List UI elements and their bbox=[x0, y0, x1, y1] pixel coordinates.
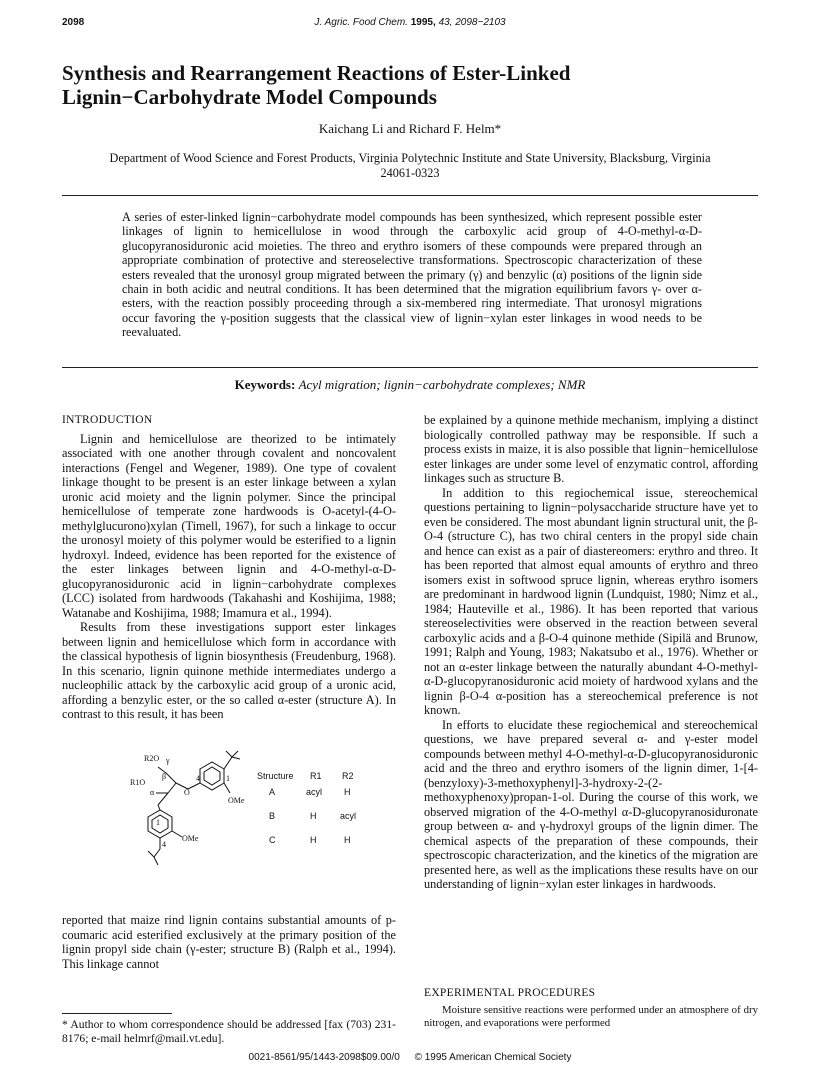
left-column-bottom bbox=[62, 913, 396, 971]
table-cell: acyl bbox=[340, 811, 357, 821]
journal-citation bbox=[62, 17, 758, 28]
divider-bottom bbox=[62, 367, 758, 368]
page-number: 2098 bbox=[62, 17, 85, 28]
intro-paragraph-1: Lignin and hemicellulose are theorized to be intimately associated with one another through covalent and noncovalent interactions (Fengel and Wegener, 1989). One type of covalent linkage thought to be present is an ester linkage between a xylan uronic acid moiety and the lignin polymer. Since the principal hemicellulose of temperate zone hardwoods is O-acetyl-(4-O-methylglucurono)xylan (Timell, 1967), for such a linkage to occur the uronosyl moiety of this polymer would be esterified to a lignin hydroxyl. Indeed, evidence has been reported for the existence of the ester linkages between lignin and 4-O-methyl-α-D-glucopyranosiduronic acid in lignin−carbohydrate complexes (LCC) isolated from hardwoods (Takahashi and Koshijima, 1988; Watanabe and Koshijima, 1988; Imamura et al., 1994). bbox=[62, 431, 396, 620]
label-r2o: R2O bbox=[144, 754, 160, 763]
label-alpha: α bbox=[150, 788, 155, 797]
keywords-text: Acyl migration; lignin−carbohydrate complexes; NMR bbox=[298, 377, 586, 392]
label-o-ether: O bbox=[184, 788, 190, 797]
table-cell: H bbox=[344, 787, 351, 797]
footnote-rule bbox=[62, 1013, 172, 1014]
label-gamma: γ bbox=[166, 756, 170, 765]
label-ome-top: OMe bbox=[228, 796, 245, 805]
experimental-section bbox=[424, 987, 758, 1030]
experimental-paragraph-1: Moisture sensitive reactions were performed under an atmosphere of dry nitrogen, and evaporations were performed bbox=[424, 1004, 758, 1029]
section-heading-introduction: INTRODUCTION bbox=[62, 414, 153, 426]
running-header bbox=[62, 17, 758, 33]
table-cell: A bbox=[269, 787, 276, 797]
table-cell: H bbox=[310, 835, 317, 845]
keywords bbox=[0, 377, 820, 393]
intro-paragraph-r2: In addition to this regiochemical issue, stereochemical questions pertaining to lignin−polysaccharide structure have yet to even be considered. The most abundant lignin structural unit, the β-O-4 (structure C), has two chiral centers in the propyl side chain and hence can exist as a pair of diastereomers: erythro and threo. It has been reported that almost equal amounts of erythro and threo isomers exist in softwood spruce lignin, whereas erythro isomers are predominant in hardwood lignin (Lundquist, 1980; Nimz et al., 1984; Hauteville et al., 1986). It has been reported that various stereoselectivities were observed in the reaction between several carboxylic acids and a β-O-4 quinone methide (Sipilä and Brunow, 1991; Ralph and Young, 1983; Nakatsubo et al., 1976). Whether or not an α-ester linkage between the naturally abundant 4-O-methyl-α-D-glucopyranosiduronic acid moiety of hardwood xylans and the lignin β-O-4 α-position has a stereochemical preference is not known. bbox=[424, 485, 758, 717]
authors: Kaichang Li and Richard F. Helm* bbox=[318, 121, 502, 136]
intro-paragraph-2: Results from these investigations support ester linkages between lignin and hemicellulose which form in accordance with the classical hypothesis of lignin biosynthesis (Freudenburg, 1968). In this scenario, lignin quinone methide intermediates undergo a nucleophilic attack by the carboxylic acid group of a uronic acid, affording a benzylic ester, or the so called α-ester (structure A). In contrast to this result, it has been bbox=[62, 620, 396, 721]
table-cell: C bbox=[269, 835, 276, 845]
table-cell: H bbox=[310, 811, 317, 821]
table-cell: H bbox=[344, 835, 351, 845]
intro-paragraph-r1: be explained by a quinone methide mechanism, implying a distinct biologically controlled pathway may be responsible. If such a process exists in maize, it is also possible that lignin−hemicellulose ester linkages are under some level of enzymatic control, affording linkages such as structure B. bbox=[424, 413, 758, 485]
left-column-top bbox=[62, 413, 396, 722]
section-heading-experimental: EXPERIMENTAL PROCEDURES bbox=[424, 987, 596, 999]
article-title: Synthesis and Rearrangement Reactions of Ester-Linked Lignin−Carbohydrate Model Compounds bbox=[62, 61, 571, 109]
issn-code: 0021-8561/95/1443-2098$09.00/0 bbox=[248, 1052, 400, 1063]
chemical-structure-figure bbox=[120, 745, 380, 900]
table-header-r2: R2 bbox=[342, 771, 354, 781]
table-cell: acyl bbox=[306, 787, 323, 797]
right-column bbox=[424, 413, 758, 892]
journal-name: J. Agric. Food Chem. bbox=[314, 17, 408, 28]
label-beta: β bbox=[162, 772, 167, 781]
label-four-bottom: 4 bbox=[162, 840, 166, 849]
journal-vol-pages: 43, 2098−2103 bbox=[438, 17, 506, 28]
abstract: A series of ester-linked lignin−carbohydrate model compounds has been synthesized, which represent possible ester linkages of lignin to hemicellulose in wood through the carboxylic acid group of 4-O-methyl-α-D-glucopyranosiduronic acid moieties. The threo and erythro isomers of these compounds were prepared through an appropriate combination of protective and stereoselective transformations. Spectroscopic characterization of these esters revealed that the uronosyl group migrated between the primary (γ) and benzylic (α) positions of the lignin side chain in both acidic and neutral conditions. It has been determined that the migration equilibrium favors γ- over α-esters, with the reaction possibly proceeding through a six-membered ring intermediate. That uronosyl migrations occur favoring the γ-position suggests that the classical view of lignin−xylan ester linkages in wood needs to be reevaluated. bbox=[122, 210, 702, 340]
keywords-label: Keywords: bbox=[234, 377, 296, 392]
table-header-structure: Structure bbox=[257, 771, 294, 781]
journal-year: 1995, bbox=[410, 17, 436, 28]
bottom-line bbox=[0, 1052, 820, 1063]
affiliation: Department of Wood Science and Forest Products, Virginia Polytechnic Institute and State University, Blacksburg, Virginia 24061-0323 bbox=[109, 151, 711, 180]
table-header-r1: R1 bbox=[310, 771, 322, 781]
table-cell: B bbox=[269, 811, 276, 821]
label-one-bottom: 1 bbox=[156, 818, 160, 827]
label-four-top: 4 bbox=[196, 774, 200, 783]
structure-drawing bbox=[120, 745, 380, 900]
label-r1o: R1O bbox=[130, 778, 146, 787]
footnote: * Author to whom correspondence should be addressed [fax (703) 231-8176; e-mail helmrf@mail.vt.edu]. bbox=[62, 1018, 396, 1045]
intro-paragraph-r3: In efforts to elucidate these regiochemical and stereochemical questions, we have prepared several α- and γ-ester model compounds between methyl 4-O-methyl-α-D-glucopyranosiduronic acid and the threo and erythro isomers of the lignin dimer, 1-[4-(benzyloxy)-3-methoxyphenyl]-3-hydroxy-2-(2-methoxyphenoxy)propan-1-ol. During the course of this work, we observed migration of the 4-O-methyl α-D-glucopyranosiduronate group between α- and γ-hydroxyl groups of the lignin dimer. The chemical aspects of the preparation of these compounds, their spectroscopic characterization, and the kinetics of the migration are presented here, as well as the implications these results have on our understanding of lignin−xylan ester linkages in hardwoods. bbox=[424, 717, 758, 891]
intro-paragraph-3: reported that maize rind lignin contains substantial amounts of p-coumaric acid esterified exclusively at the primary position of the lignin propyl side chain (γ-ester; structure B) (Ralph et al., 1994). This linkage cannot bbox=[62, 913, 396, 971]
divider-top bbox=[62, 195, 758, 196]
label-one-top: 1 bbox=[226, 774, 230, 783]
label-ome-bottom: OMe bbox=[182, 834, 199, 843]
copyright-notice: © 1995 American Chemical Society bbox=[414, 1052, 572, 1063]
